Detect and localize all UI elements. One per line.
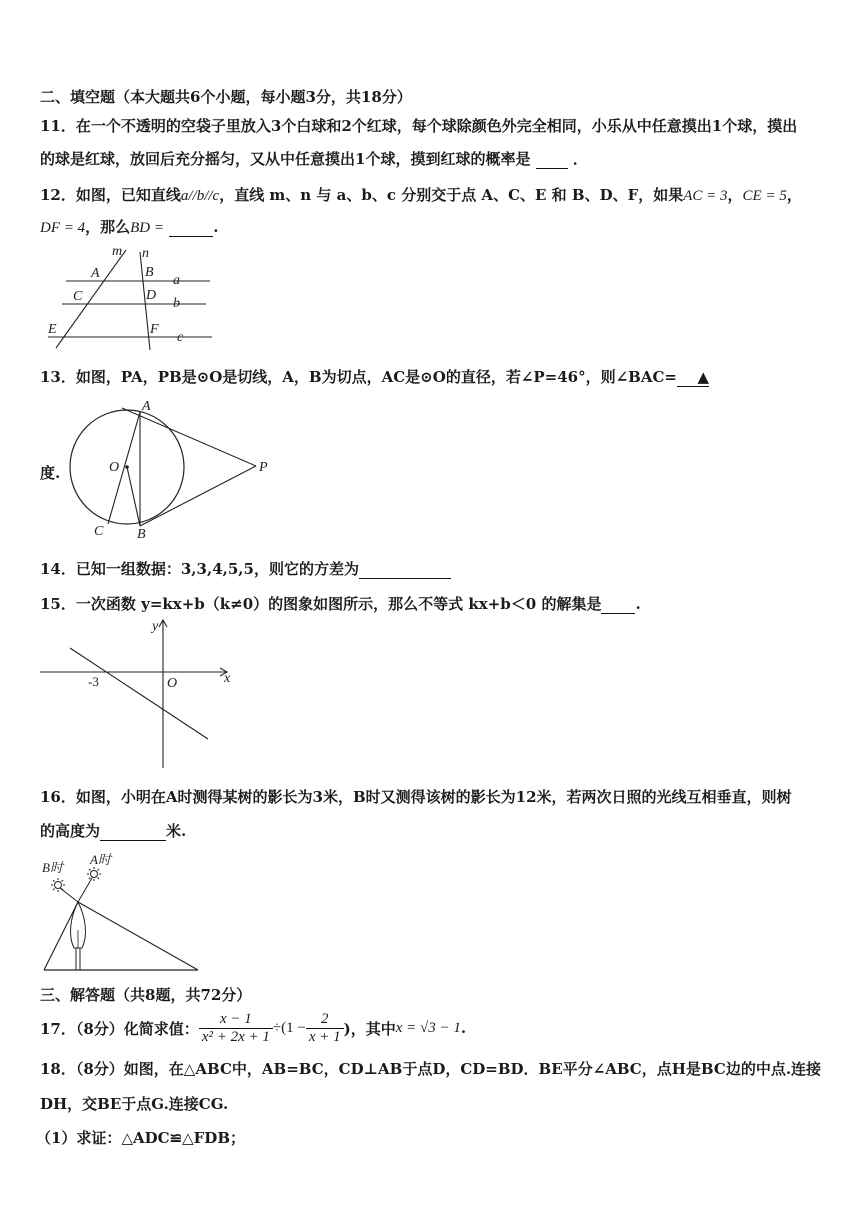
fraction-2-denominator: x + 1 (306, 1028, 344, 1046)
label-c: c (177, 330, 184, 345)
q17-end: . (460, 1019, 467, 1037)
label-a-time: A时 (90, 852, 111, 867)
answer-blank (536, 150, 568, 169)
q12-comma: ， (727, 186, 743, 204)
label-A: A (142, 399, 151, 414)
triangle-mark: ▲ (697, 368, 710, 386)
answer-blank (169, 218, 213, 237)
label-b: b (173, 296, 180, 311)
q11-line-2 (40, 148, 588, 169)
q11-end: ． (572, 150, 588, 168)
axis-x-label: x (224, 671, 231, 686)
answer-blank (359, 560, 451, 579)
q18-line-2: DH，交BE于点G.连接CG. (40, 1095, 229, 1113)
bd-expr: BD = (130, 220, 165, 236)
q15-line (40, 593, 641, 614)
q14-line (40, 558, 451, 579)
parallel-lines-figure (40, 244, 200, 354)
label-a: a (173, 273, 180, 288)
q17-prefix: 17．（8分）化简求值： (40, 1019, 199, 1038)
q13-text: 13．如图，PA，PB是⊙O是切线，A，B为切点，AC是⊙O的直径，若∠P=46°，则∠BAC= (40, 368, 678, 386)
label-C: C (94, 524, 104, 539)
label-D: D (146, 288, 157, 303)
circle-tangent-figure (60, 396, 280, 546)
fraction-1-denominator: x² + 2x + 1 (199, 1028, 273, 1046)
q15-end: . (635, 595, 641, 613)
section-2-title: 二、填空题（本大题共6个小题，每小题3分，共18分） (40, 88, 412, 106)
answer-blank (601, 595, 635, 614)
x-intercept-label: -3 (88, 674, 99, 689)
q11-line-1: 11．在一个不透明的空袋子里放入3个白球和2个红球，每个球除颜色外完全相同，小乐从中任意摸出1个球，摸出 (40, 117, 798, 135)
label-A: A (91, 266, 100, 281)
q18-line-1: 18．（8分）如图，在△ABC中，AB=BC，CD⊥AB于点D，CD=BD．BE平分∠ABC，点H是BC边的中点.连接 (40, 1060, 822, 1078)
sun-a-icon (87, 867, 101, 881)
q18-part-1: （1）求证：△ADC≌△FDB； (36, 1129, 245, 1147)
fraction-2 (306, 1011, 344, 1046)
label-C: C (73, 289, 83, 304)
label-m: m (112, 244, 123, 259)
q16-line-1: 16．如图，小明在A时测得某树的影长为3米，B时又测得该树的影长为12米，若两次日照的光线互相垂直，则树 (40, 788, 792, 806)
q13-unit: 度. (40, 464, 61, 482)
ac-value: AC = 3 (683, 188, 728, 204)
q16-unit: 米. (166, 822, 187, 840)
label-O: O (109, 460, 120, 475)
answer-blank (100, 822, 166, 841)
parallel-expr: a//b//c (180, 188, 220, 204)
q12-text-b: ，直线 m、n 与 a、b、c 分别交于点 A、C、E 和 B、D、F，如果 (219, 186, 684, 204)
q11-text: 的球是红球，放回后充分摇匀，又从中任意摸出1个球，摸到红球的概率是 (40, 150, 531, 168)
q12-end: . (213, 218, 219, 236)
q12-line-2 (40, 216, 218, 237)
q12-comma-2: ， (786, 186, 802, 204)
q17-close: )，其中 (343, 1019, 396, 1038)
q12-line-1 (40, 184, 802, 205)
label-n: n (142, 246, 149, 261)
origin-label: O (167, 676, 178, 691)
section-3-title: 三、解答题（共8题，共72分） (40, 986, 252, 1004)
fraction-2-numerator: 2 (320, 1010, 329, 1027)
answer-blank (677, 368, 709, 387)
q12-text-c: ，那么 (85, 218, 131, 236)
q15-text: 15．一次函数 y=kx+b（k≠0）的图象如图所示，那么不等式 kx+b＜0 的解集是 (40, 595, 602, 613)
label-B: B (137, 527, 146, 542)
label-F: F (150, 322, 159, 337)
tree-shadow-figure (40, 850, 210, 972)
q13-line-1 (40, 366, 709, 387)
label-b-time: B时 (42, 860, 63, 875)
axis-y-label: y (152, 619, 159, 634)
label-P: P (259, 460, 268, 475)
ce-value: CE = 5 (742, 188, 787, 204)
sun-b-icon (51, 878, 65, 892)
label-E: E (48, 322, 57, 337)
q16-line-2 (40, 820, 186, 841)
fraction-1-numerator: x − 1 (219, 1010, 252, 1027)
condition-expr: x = √3 − 1 (395, 1019, 461, 1036)
df-value: DF = 4 (40, 220, 86, 236)
q16-text: 的高度为 (40, 822, 101, 840)
label-B: B (145, 265, 154, 280)
q12-text-a: 12．如图，已知直线 (40, 186, 181, 204)
q17-line (40, 1008, 466, 1048)
fraction-1 (199, 1011, 273, 1046)
division-expr: ÷(1 − (272, 1019, 306, 1036)
linear-function-graph (40, 618, 240, 768)
q14-text: 14．已知一组数据：3,3,4,5,5，则它的方差为 (40, 560, 359, 578)
